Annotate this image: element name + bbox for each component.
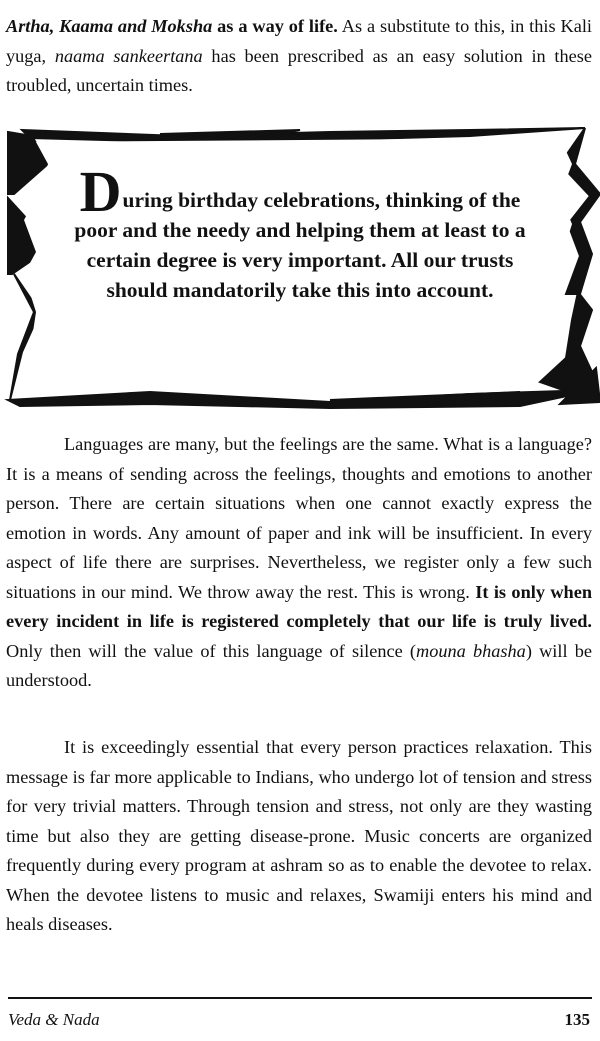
- p1-text-a: Languages are many, but the feelings are the same. What is a language? It is a means of sending across the feelings, thoughts and emotions to another person. There are certain situations when one cannot exactly express the emotion in words. Any amount of paper and ink will be insufficient. In every aspect of life there are surprises. Nevertheless, we register only a few such situations in our mind. We throw away the rest. This is wrong.: [6, 434, 592, 602]
- p1-text-b: Only then will the value of this language of silence (: [6, 640, 417, 661]
- callout-box: [0, 124, 600, 414]
- p1-bold: It is only when every incident in life is registered completely that our life is truly lived.: [6, 581, 592, 631]
- top-paragraph: [6, 12, 592, 101]
- lead-bold-end: as a way of life.: [212, 16, 338, 36]
- top-text-b: has been prescribed as an easy solution in these troubled, uncertain times.: [6, 45, 592, 95]
- page-number: 135: [564, 1010, 590, 1029]
- footer-rule: [8, 997, 592, 999]
- p1-italic: mouna bhasha: [416, 640, 526, 661]
- paragraph-2: [6, 733, 592, 940]
- top-text-a: As a substitute to this, in this Kali yuga,: [6, 16, 592, 66]
- top-italic-term: naama sankeertana: [54, 45, 203, 66]
- drop-cap: D: [79, 159, 122, 224]
- lead-bold-italic: Artha, Kaama and Moksha: [6, 16, 213, 36]
- callout-text: [70, 159, 530, 305]
- p1-text-c: ) will be understood.: [6, 640, 592, 690]
- paragraph-1: [6, 430, 592, 696]
- p2-text: It is exceedingly essential that every person practices relaxation. This message is far more applicable to Indians, who undergo lot of tension and stress for very trivial matters. Through tension and stress, not only are they wasting time but also they are getting disease-prone. Music concerts are organized frequently during every program at ashram so as to enable the devotee to relax. When the devotee listens to music and relaxes, Swamiji enters his mind and heals diseases.: [6, 737, 592, 934]
- footer-book-title: Veda & Nada: [8, 1010, 100, 1029]
- callout-body: uring birthday celebrations, thinking of the poor and the needy and helping them at least to a certain degree is very important. All our trusts should mandatorily take this into account.: [74, 188, 526, 302]
